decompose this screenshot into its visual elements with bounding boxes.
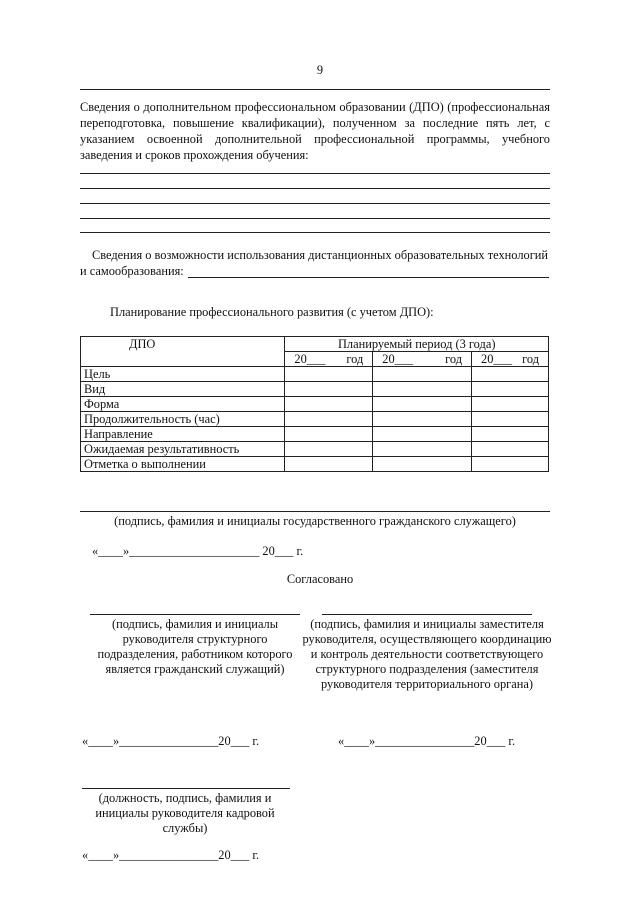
distance-info-line2: и самообразования:	[80, 264, 184, 278]
table-cell[interactable]	[373, 442, 472, 457]
dpo-fill-line[interactable]	[80, 173, 550, 174]
right-signature-line[interactable]	[322, 614, 532, 615]
employee-signature-date[interactable]: «____»_____________________ 20___ г.	[92, 544, 304, 558]
year-cell[interactable]	[285, 352, 373, 367]
table-cell[interactable]	[285, 382, 373, 397]
table-cell[interactable]	[373, 427, 472, 442]
header-dpo: ДПО	[81, 337, 285, 367]
table-cell[interactable]	[472, 457, 549, 472]
table-cell[interactable]	[373, 412, 472, 427]
table-cell[interactable]	[472, 382, 549, 397]
year-label: год	[445, 352, 463, 366]
table-cell[interactable]	[472, 442, 549, 457]
hr-signature-line[interactable]	[82, 788, 290, 789]
table-cell[interactable]	[285, 412, 373, 427]
right-signature-caption: (подпись, фамилия и инициалы заместителя руководителя, осуществляющего координацию и контроль деятельности соответствующего структурного подразделения (заместителя руководителя территориального органа)	[302, 617, 552, 691]
table-row	[81, 382, 549, 397]
distance-info-line1: Сведения о возможности использования дистанционных образовательных технологий	[92, 248, 549, 262]
row-label: Форма	[81, 397, 285, 412]
dpo-fill-line[interactable]	[80, 218, 550, 219]
dpo-fill-line[interactable]	[80, 188, 550, 189]
agreed-label: Согласовано	[286, 572, 354, 586]
table-cell[interactable]	[373, 397, 472, 412]
table-cell[interactable]	[285, 442, 373, 457]
page-number: 9	[316, 63, 324, 77]
table-row	[81, 427, 549, 442]
table-row	[81, 397, 549, 412]
table-cell[interactable]	[373, 382, 472, 397]
table-cell[interactable]	[472, 397, 549, 412]
table-cell[interactable]	[472, 367, 549, 382]
right-signature-date[interactable]: «____»________________20___ г.	[338, 734, 516, 748]
employee-signature-line[interactable]	[80, 511, 550, 512]
header-period: Планируемый период (3 года)	[285, 337, 549, 352]
left-signature-date[interactable]: «____»________________20___ г.	[82, 734, 260, 748]
left-signature-line[interactable]	[90, 614, 300, 615]
row-label: Ожидаемая результативность	[81, 442, 285, 457]
hr-signature-date[interactable]: «____»________________20___ г.	[82, 848, 260, 862]
year-prefix: 20___	[382, 352, 414, 366]
year-prefix: 20___	[294, 352, 326, 366]
table-cell[interactable]	[373, 457, 472, 472]
dpo-info-text: Сведения о дополнительном профессиональном образовании (ДПО) (профессиональная переподготовка, повышение квалификации), полученном за последние пять лет, с указанием освоенной дополнительной профессиональной программы, учебного заведения и сроков прохождения обучения:	[80, 100, 550, 162]
employee-signature-caption: (подпись, фамилия и инициалы государственного гражданского служащего)	[114, 514, 516, 528]
year-label: год	[522, 352, 539, 366]
hr-signature-caption: (должность, подпись, фамилия и инициалы руководителя кадровой службы)	[95, 791, 275, 835]
table-cell[interactable]	[285, 397, 373, 412]
year-label: год	[346, 352, 364, 366]
table-row	[81, 442, 549, 457]
dpo-fill-line[interactable]	[80, 232, 550, 233]
table-cell[interactable]	[285, 427, 373, 442]
table-row	[81, 367, 549, 382]
distance-fill-line[interactable]	[188, 277, 549, 278]
year-cell[interactable]	[373, 352, 472, 367]
table-cell[interactable]	[285, 457, 373, 472]
row-label: Отметка о выполнении	[81, 457, 285, 472]
year-prefix: 20___	[481, 352, 513, 366]
table-row	[81, 457, 549, 472]
table-cell[interactable]	[373, 367, 472, 382]
table-row	[81, 412, 549, 427]
table-cell[interactable]	[472, 427, 549, 442]
row-label: Цель	[81, 367, 285, 382]
left-signature-caption: (подпись, фамилия и инициалы руководителя структурного подразделения, работником которого является гражданский служащий)	[97, 617, 293, 676]
table-cell[interactable]	[472, 412, 549, 427]
development-plan-table	[80, 336, 549, 472]
year-cell[interactable]	[472, 352, 549, 367]
row-label: Продолжительность (час)	[81, 412, 285, 427]
top-rule	[80, 89, 550, 90]
table-cell[interactable]	[285, 367, 373, 382]
row-label: Направление	[81, 427, 285, 442]
row-label: Вид	[81, 382, 285, 397]
dpo-fill-line[interactable]	[80, 203, 550, 204]
planning-title: Планирование профессионального развития (с учетом ДПО):	[110, 305, 434, 319]
